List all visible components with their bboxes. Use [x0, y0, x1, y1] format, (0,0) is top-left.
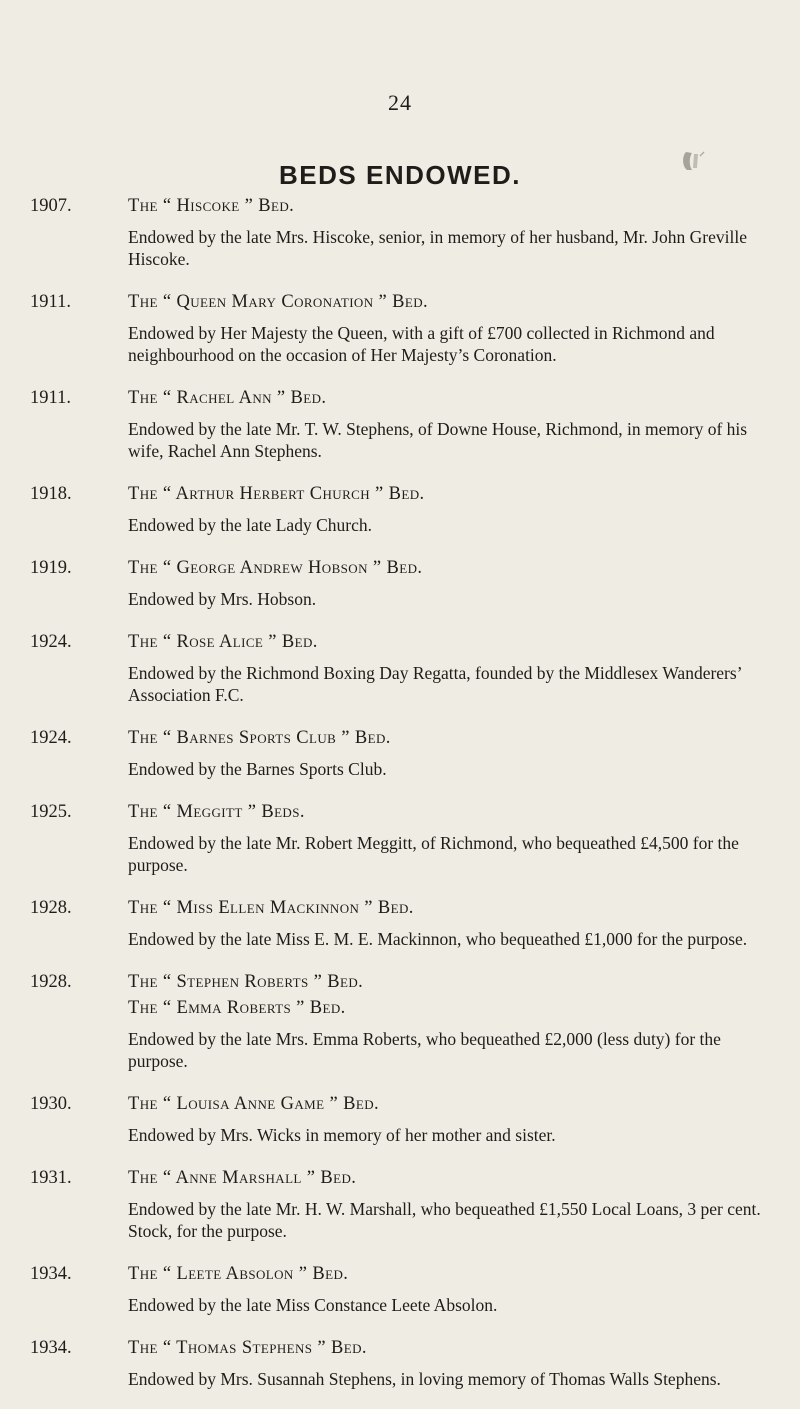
entry-description: Endowed by the Barnes Sports Club. [128, 759, 387, 779]
list-item [30, 1091, 790, 1146]
entry-description: Endowed by Mrs. Hobson. [128, 589, 317, 609]
entry-year: 1911. [30, 388, 71, 408]
entry-title: The “ Leete Absolon ” Bed. [128, 1264, 349, 1284]
entry-title: The “ Miss Ellen Mackinnon ” Bed. [128, 898, 414, 918]
entry-year: 1924. [30, 632, 72, 652]
entry-year: 1925. [30, 802, 72, 822]
list-item [30, 725, 790, 780]
list-item [30, 799, 790, 876]
list-item [30, 555, 790, 610]
list-item [30, 193, 790, 270]
list-item [30, 1261, 790, 1316]
entry-description: Endowed by the late Lady Church. [128, 515, 372, 535]
entry-title: The “ Hiscoke ” Bed. [128, 196, 295, 216]
entry-year: 1931. [30, 1168, 72, 1188]
list-item [30, 1335, 790, 1390]
entry-title: The “ Thomas Stephens ” Bed. [128, 1338, 367, 1358]
entry-description: Endowed by the late Mr. T. W. Stephens, of Downe House, Richmond, in memory of his wife, Rachel Ann Stephens. [128, 419, 748, 461]
entry-title: The “ Rachel Ann ” Bed. [128, 388, 327, 408]
page-number: 24 [388, 90, 412, 115]
entry-description: Endowed by the Richmond Boxing Day Regatta, founded by the Middlesex Wanderers’ Association F.C. [128, 663, 742, 705]
entry-title: The “ Arthur Herbert Church ” Bed. [128, 484, 425, 504]
entry-title: The “ Barnes Sports Club ” Bed. [128, 728, 391, 748]
entry-title: The “ Anne Marshall ” Bed. [128, 1168, 357, 1188]
entry-description: Endowed by Mrs. Susannah Stephens, in loving memory of Thomas Walls Stephens. [128, 1369, 721, 1389]
entry-year: 1918. [30, 484, 72, 504]
entry-description: Endowed by the late Miss Constance Leete Absolon. [128, 1295, 498, 1315]
entry-title: The “ Emma Roberts ” Bed. [128, 998, 346, 1018]
entry-year: 1911. [30, 292, 71, 312]
list-item [30, 969, 790, 1072]
list-item [30, 385, 790, 462]
entry-title: The “ Stephen Roberts ” Bed. [128, 972, 364, 992]
entry-title: The “ Louisa Anne Game ” Bed. [128, 1094, 380, 1114]
entry-title: The “ George Andrew Hobson ” Bed. [128, 558, 423, 578]
entry-year: 1907. [30, 196, 72, 216]
list-item [30, 895, 790, 950]
entry-title: The “ Meggitt ” Beds. [128, 802, 305, 822]
entry-description: Endowed by Mrs. Wicks in memory of her mother and sister. [128, 1125, 556, 1145]
entry-year: 1928. [30, 898, 72, 918]
entry-description: Endowed by the late Mrs. Hiscoke, senior, in memory of her husband, Mr. John Greville Hiscoke. [128, 227, 747, 269]
entry-description: Endowed by the late Miss E. M. E. Mackinnon, who bequeathed £1,000 for the purpose. [128, 929, 748, 949]
entry-year: 1924. [30, 728, 72, 748]
list-item [30, 1165, 790, 1242]
library-stamp-mark [680, 148, 706, 174]
page-title: BEDS ENDOWED. [279, 160, 521, 190]
entry-title: The “ Queen Mary Coronation ” Bed. [128, 292, 429, 312]
entry-description: Endowed by the late Mr. H. W. Marshall, who bequeathed £1,550 Local Loans, 3 per cent. Stock, for the purpose. [128, 1199, 761, 1241]
entry-year: 1919. [30, 558, 72, 578]
entry-year: 1928. [30, 972, 72, 992]
entry-description: Endowed by the late Mrs. Emma Roberts, who bequeathed £2,000 (less duty) for the purpose. [128, 1029, 721, 1071]
entry-title: The “ Rose Alice ” Bed. [128, 632, 318, 652]
entry-year: 1934. [30, 1338, 72, 1358]
entry-year: 1934. [30, 1264, 72, 1284]
endowment-list [30, 193, 790, 1409]
entry-description: Endowed by the late Mr. Robert Meggitt, of Richmond, who bequeathed £4,500 for the purpose. [128, 833, 739, 875]
entry-year: 1930. [30, 1094, 72, 1114]
entry-description: Endowed by Her Majesty the Queen, with a gift of £700 collected in Richmond and neighbourhood on the occasion of Her Majesty’s Coronation. [128, 323, 715, 365]
list-item [30, 629, 790, 706]
list-item [30, 481, 790, 536]
list-item [30, 289, 790, 366]
